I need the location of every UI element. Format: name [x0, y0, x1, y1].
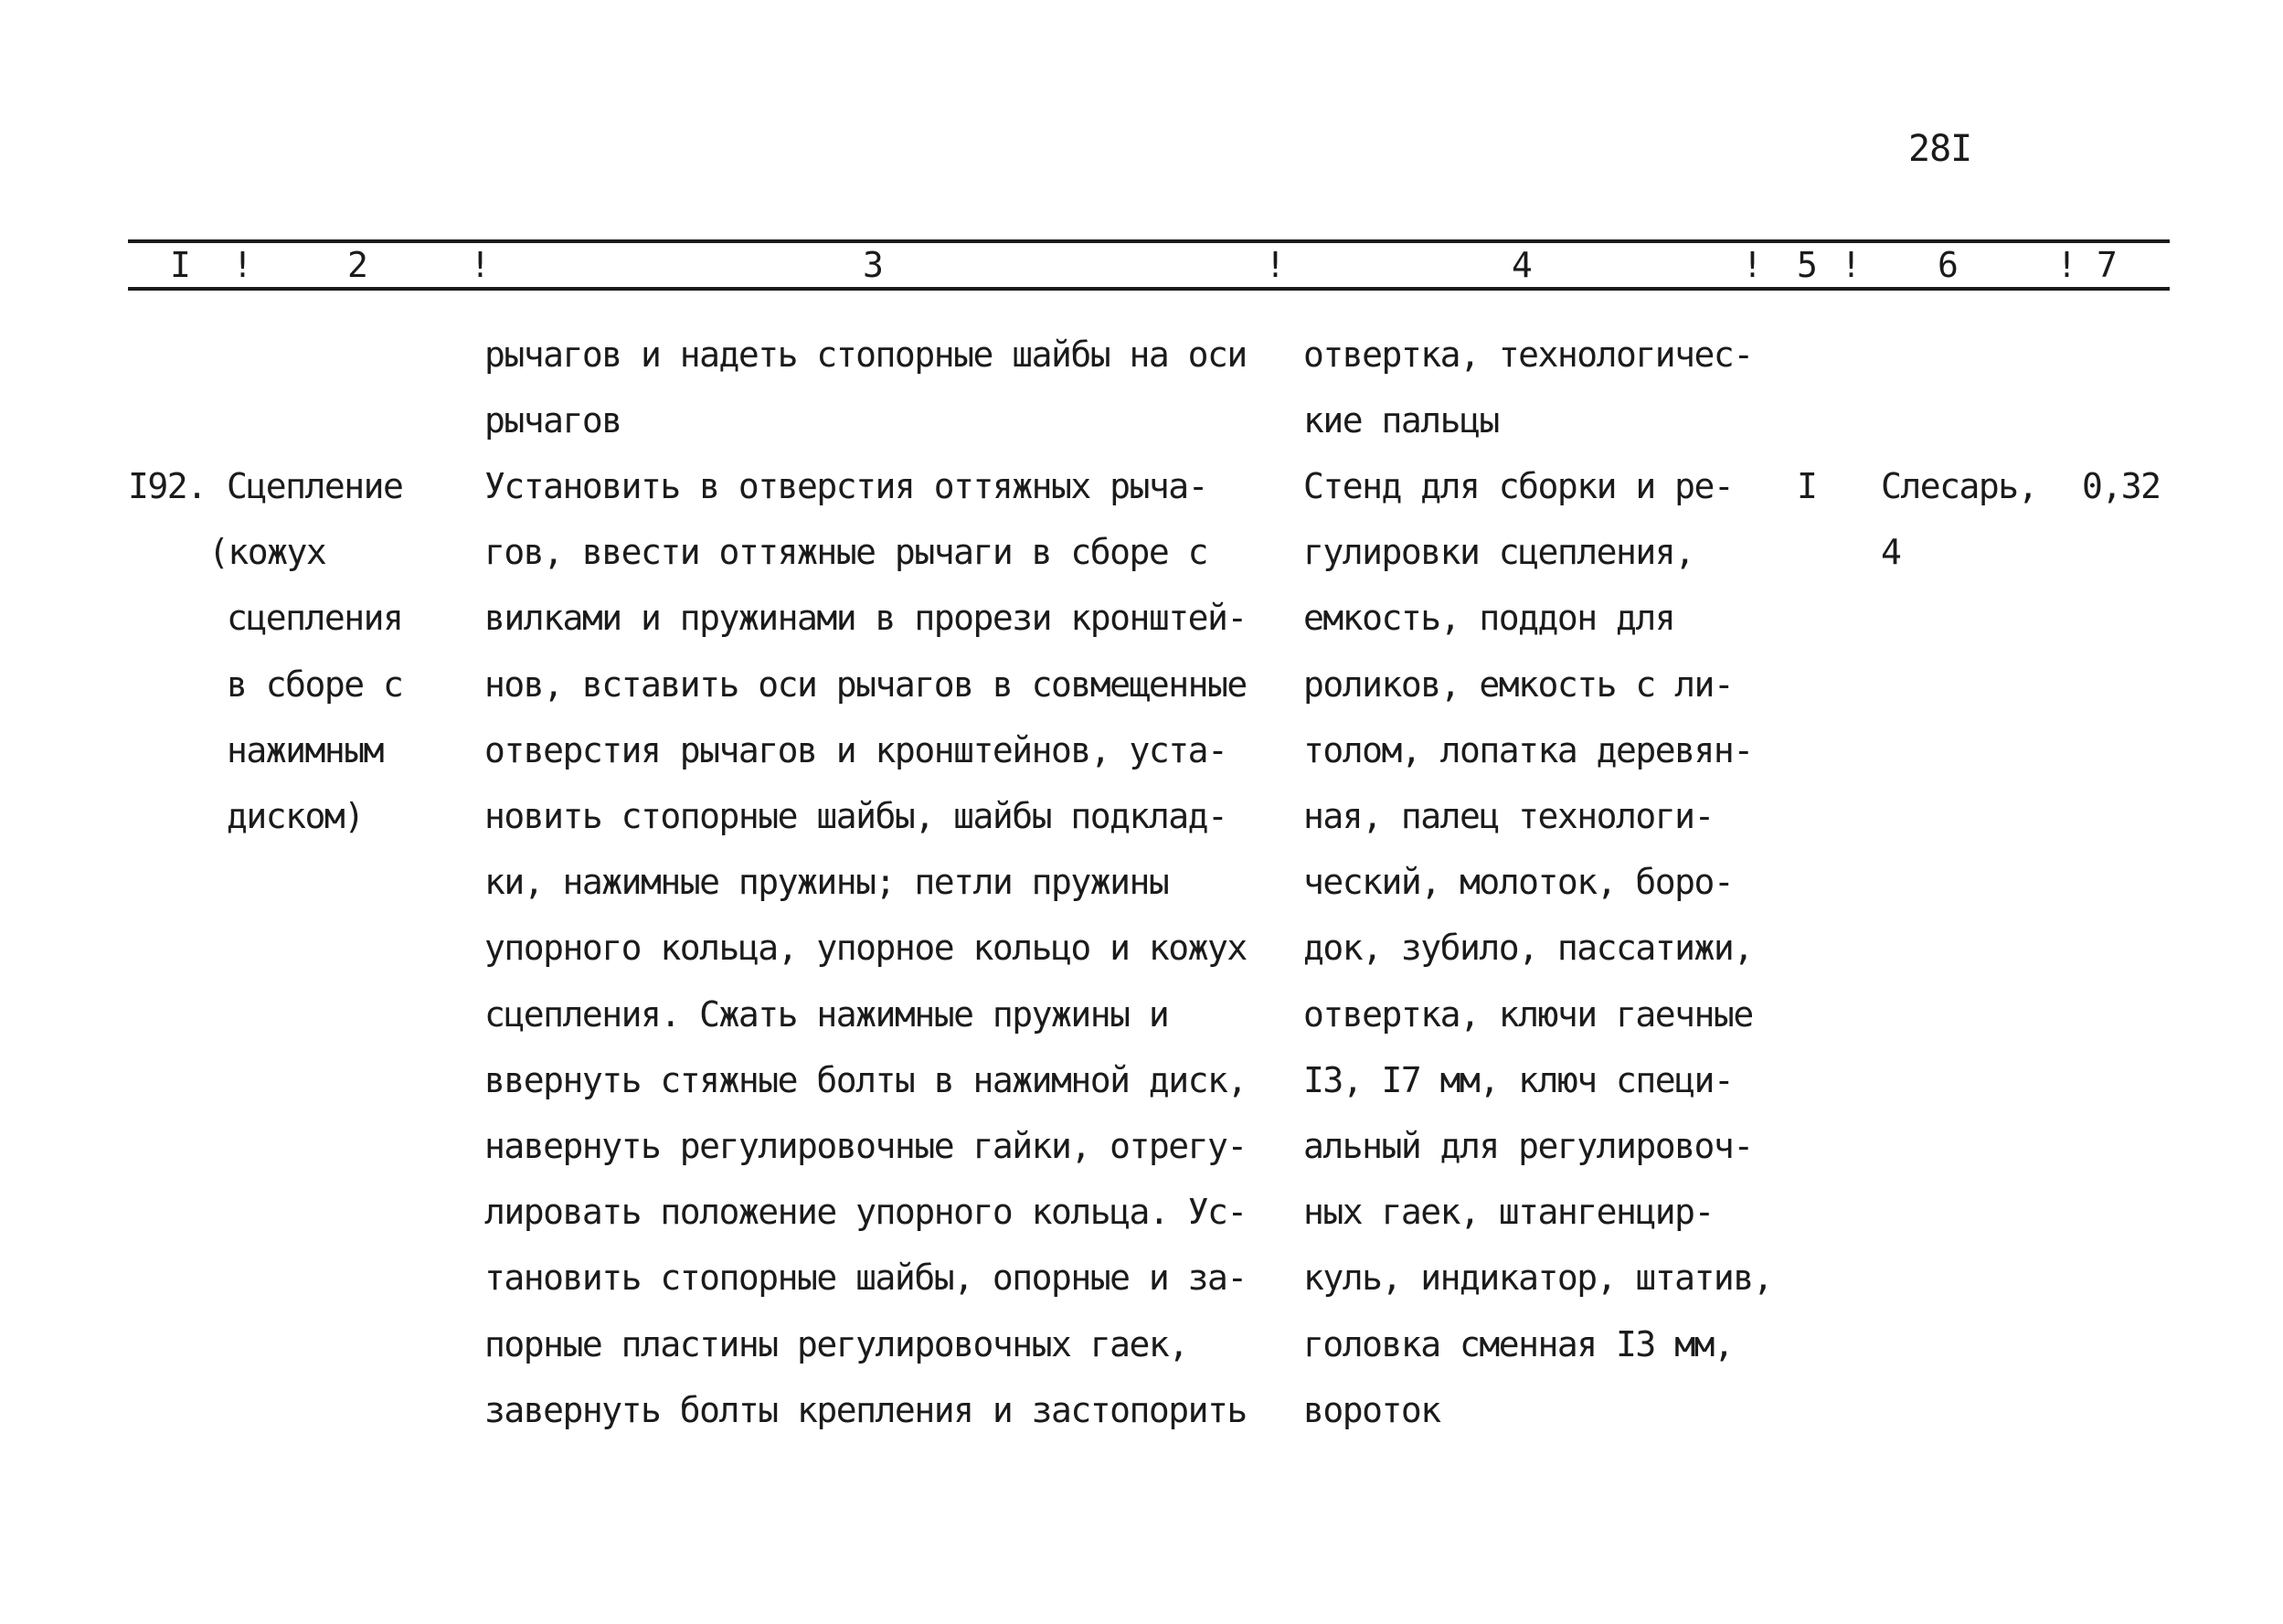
- text-line: роликов, емкость с ли-: [1303, 663, 1734, 705]
- text-line: ческий, молоток, боро-: [1303, 862, 1734, 903]
- text-line: головка сменная I3 мм,: [1303, 1323, 1734, 1364]
- text-line: 0,32: [2082, 466, 2161, 506]
- text-line: альный для регулировоч-: [1303, 1126, 1753, 1167]
- text-line: Слесарь,: [1881, 466, 2038, 506]
- header-separator: !: [470, 245, 491, 285]
- header-separator: !: [232, 245, 253, 285]
- text-line: 4: [1881, 532, 1901, 573]
- header-separator: !: [1841, 245, 1862, 285]
- text-line: новить стопорные шайбы, шайбы подклад-: [484, 796, 1227, 837]
- text-line: I3, I7 мм, ключ специ-: [1303, 1059, 1734, 1100]
- text-line: куль, индикатор, штатив,: [1303, 1258, 1773, 1299]
- page-number: 28I: [1908, 128, 1972, 170]
- text-line: сцепления: [227, 598, 403, 639]
- text-line: диском): [227, 796, 364, 837]
- text-line: Установить в отверстия оттяжных рыча-: [484, 466, 1207, 506]
- header-col-2: 2: [347, 245, 368, 285]
- text-line: гов, ввести оттяжные рычаги в сборе с: [484, 532, 1207, 573]
- text-line: завернуть болты крепления и застопорить: [484, 1389, 1247, 1430]
- text-line: нов, вставить оси рычагов в совмещенные: [484, 663, 1247, 705]
- text-line: в сборе с: [227, 663, 403, 705]
- header-separator: !: [1265, 245, 1286, 285]
- header-col-7: 7: [2097, 245, 2118, 285]
- header-separator: !: [1742, 245, 1763, 285]
- text-line: Сцепление: [227, 466, 403, 506]
- text-line: док, зубило, пассатижи,: [1303, 928, 1753, 969]
- table-header-bottom-rule: [128, 287, 2170, 291]
- text-line: емкость, поддон для: [1303, 598, 1675, 639]
- text-line: гулировки сцепления,: [1303, 532, 1694, 573]
- row-number: I92.: [128, 466, 207, 506]
- header-separator: !: [2056, 245, 2077, 285]
- continuation-col4-text: [1303, 322, 1753, 453]
- row-time-cell: [2082, 453, 2161, 519]
- header-col-1: I: [170, 245, 191, 285]
- row-worker-cell: [1881, 453, 2037, 585]
- text-line: отвертка, технологичес-: [1303, 334, 1753, 375]
- text-line: (кожух: [208, 532, 326, 573]
- text-line: кие пальцы: [1303, 400, 1499, 441]
- continuation-col3-text: [484, 322, 1247, 453]
- table-top-rule: [128, 239, 2170, 243]
- text-line: ных гаек, штангенцир-: [1303, 1192, 1714, 1233]
- text-line: тановить стопорные шайбы, опорные и за-: [484, 1258, 1247, 1299]
- row-name-cell: [208, 453, 403, 849]
- text-line: толом, лопатка деревян-: [1303, 729, 1753, 770]
- header-col-5: 5: [1797, 245, 1818, 285]
- row-col5-cell: [1797, 453, 1816, 519]
- text-line: навернуть регулировочные гайки, отрегу-: [484, 1126, 1247, 1167]
- text-line: вороток: [1303, 1389, 1440, 1430]
- text-line: вилками и пружинами в прорези кронштей-: [484, 598, 1247, 639]
- text-line: Стенд для сборки и ре-: [1303, 466, 1734, 506]
- text-line: порные пластины регулировочных гаек,: [484, 1323, 1188, 1364]
- text-line: отвертка, ключи гаечные: [1303, 993, 1753, 1035]
- text-line: I: [1797, 466, 1817, 506]
- text-line: ная, палец технологи-: [1303, 796, 1714, 837]
- text-line: сцепления. Сжать нажимные пружины и: [484, 993, 1169, 1035]
- text-line: рычагов: [484, 400, 621, 441]
- text-line: ки, нажимные пружины; петли пружины: [484, 862, 1169, 903]
- text-line: лировать положение упорного кольца. Ус-: [484, 1192, 1247, 1233]
- header-col-6: 6: [1938, 245, 1959, 285]
- text-line: упорного кольца, упорное кольцо и кожух: [484, 928, 1247, 969]
- text-line: отверстия рычагов и кронштейнов, уста-: [484, 729, 1227, 770]
- header-col-3: 3: [863, 245, 884, 285]
- text-line: нажимным: [227, 729, 384, 770]
- row-operations-cell: [484, 453, 1247, 1443]
- row-equipment-cell: [1303, 453, 1772, 1443]
- header-col-4: 4: [1512, 245, 1533, 285]
- text-line: рычагов и надеть стопорные шайбы на оси: [484, 334, 1247, 375]
- text-line: ввернуть стяжные болты в нажимной диск,: [484, 1059, 1247, 1100]
